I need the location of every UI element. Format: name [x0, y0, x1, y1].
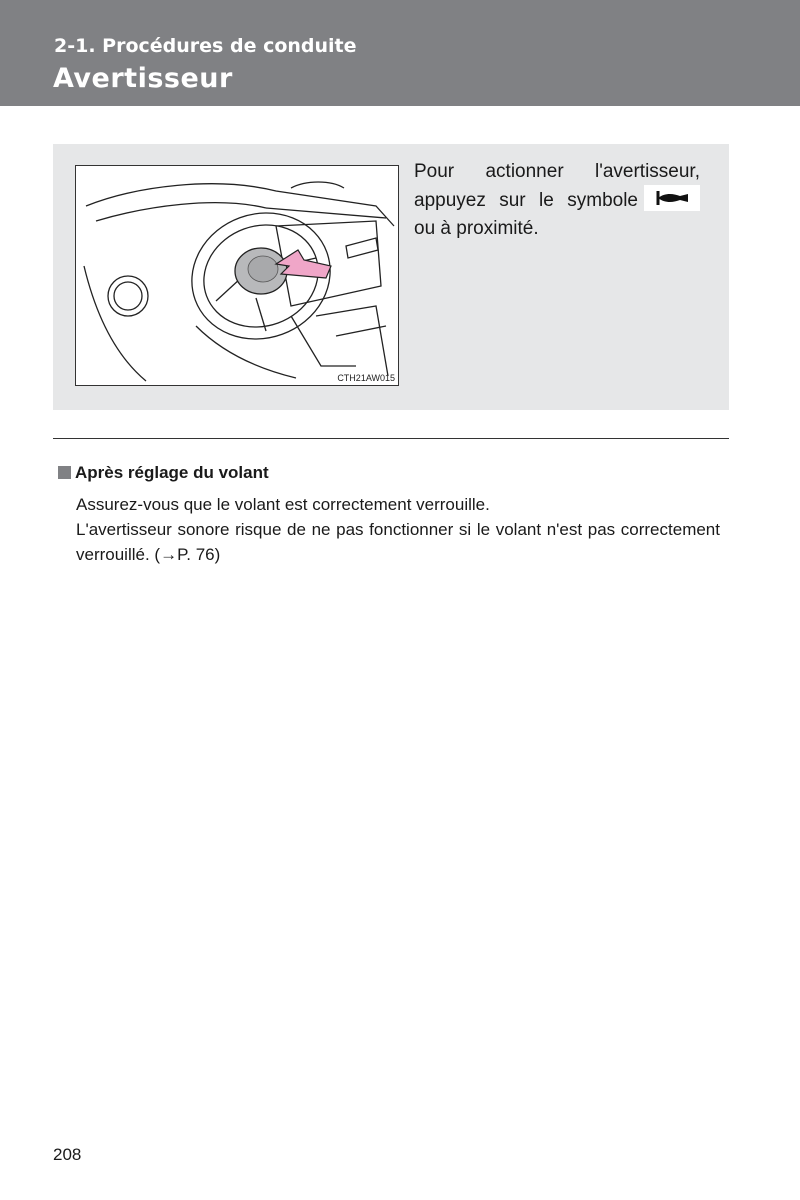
- steering-wheel-drawing: [76, 166, 398, 385]
- section-label: 2-1. Procédures de conduite: [54, 35, 357, 57]
- figure-code: CTH21AW015: [337, 373, 395, 383]
- instruction-text: [414, 158, 700, 244]
- closing-paren: ): [214, 545, 221, 564]
- note-heading-text: Après réglage du volant: [75, 463, 269, 482]
- instruction-after: ou à proximité.: [414, 218, 539, 239]
- note-line-2-text: L'avertisseur sonore risque de ne pas fonctionner si le volant n'est pas correctement verrouillé. (: [76, 520, 720, 564]
- instruction-before: Pour actionner l'avertisseur, appuyez sur le symbole: [414, 161, 700, 211]
- square-bullet-icon: [58, 466, 71, 479]
- note-line-1: Assurez-vous que le volant est correctement verrouille.: [76, 495, 490, 514]
- page-title: Avertisseur: [53, 63, 233, 94]
- page-reference-link[interactable]: P. 76: [177, 545, 215, 564]
- note-body: [76, 492, 720, 567]
- steering-wheel-illustration: [75, 165, 399, 386]
- note-line-2: [76, 517, 720, 567]
- horn-icon: [644, 185, 700, 211]
- arrow-symbol: →: [160, 545, 178, 564]
- note-heading: [58, 463, 269, 483]
- page-number: 208: [53, 1145, 82, 1164]
- section-divider: [53, 438, 729, 439]
- info-box: [53, 144, 729, 410]
- page-header: [0, 0, 800, 106]
